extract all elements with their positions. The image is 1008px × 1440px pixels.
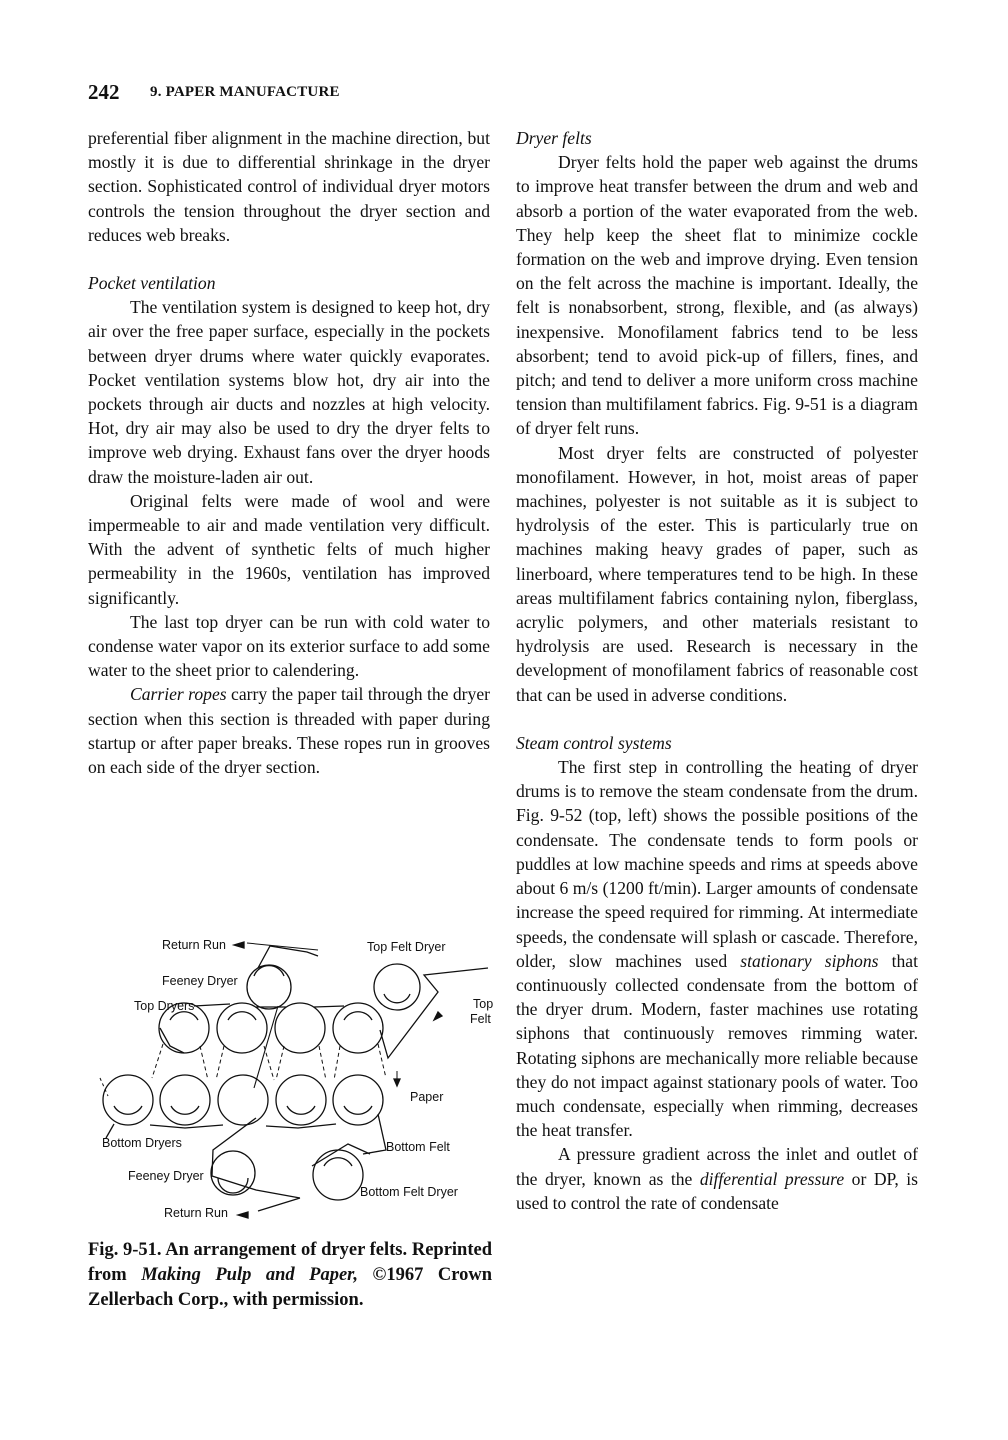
label-feeney-dryer-top: Feeney Dryer	[162, 974, 238, 988]
paragraph: The first step in controlling the heating of dryer drums is to remove the steam condensate from the drum. Fig. 9-52 (top, left) shows the possible positions of the condensate. The condensate tends to form pools or puddles at low machine speeds and rims at speeds above about 6 m/s (1200 ft/min). Larger amounts of condensate increase the speed required for rimming. At intermediate speeds, the condensate will splash or cascade. Therefore, older, slow machines used stationary siphons that continuously collected condensate from the bottom of the dryer drum. Modern, faster machines use rotating siphons that continuously removes rimming water. Rotating siphons are mechanically more reliable because they do not impact against stationary pools of water. Too much condensate, especially when rimming, decreases the heat transfer.	[516, 757, 918, 1141]
label-bottom-felt-dryer: Bottom Felt Dryer	[360, 1185, 458, 1199]
term-stationary-siphons: stationary siphons	[740, 950, 879, 971]
paragraph: Carrier ropes carry the paper tail through the dryer section when this section is threaded with paper during startup or after paper breaks. These ropes run in grooves on each side of the dryer section.	[88, 684, 490, 778]
right-column	[516, 126, 918, 1215]
label-top-felt-line2: Felt	[470, 1012, 491, 1026]
label-bottom-felt: Bottom Felt	[386, 1140, 450, 1154]
bottom-dryer-drum	[160, 1075, 210, 1125]
bottom-dryer-drum	[333, 1075, 383, 1125]
bottom-dryer-drum	[103, 1075, 153, 1125]
feeney-dryer-top-drum	[247, 965, 291, 1009]
label-top-dryers: Top Dryers	[134, 999, 195, 1013]
term-differential-pressure: differential pressure	[699, 1168, 845, 1189]
page-number: 242	[88, 80, 120, 104]
section-heading-dryer-felts: Dryer felts	[516, 128, 592, 148]
top-dryer-drum	[333, 1003, 383, 1053]
label-return-run-top: Return Run	[162, 938, 226, 952]
label-paper: Paper	[410, 1090, 444, 1104]
section-heading-pocket-ventilation: Pocket ventilation	[88, 273, 216, 294]
running-title: 9. PAPER MANUFACTURE	[150, 84, 340, 100]
label-top-felt-line1: Top	[473, 997, 494, 1011]
bottom-dryer-drum	[276, 1075, 326, 1125]
left-column	[88, 126, 490, 779]
paragraph: The last top dryer can be run with cold water to condense water vapor on its exterior surface to add some water to the sheet prior to calendering.	[88, 611, 490, 681]
label-bottom-dryers: Bottom Dryers	[102, 1136, 182, 1150]
top-dryer-drum	[217, 1003, 267, 1053]
label-feeney-dryer-bottom: Feeney Dryer	[128, 1169, 204, 1183]
bottom-dryer-drum	[218, 1075, 268, 1125]
paragraph: The ventilation system is designed to keep hot, dry air over the free paper surface, especially in the pockets between dryer drums where water quickly evaporates. Pocket ventilation systems blow hot, dry air into the pockets through air ducts and nozzles at high velocity. Hot, dry air may also be used to dry the dryer felts to improve web drying. Exhaust fans over the dryer hoods draw the moisture-laden air out.	[88, 297, 490, 487]
paragraph: Most dryer felts are constructed of polyester monofilament. However, in hot, moist areas of paper machines, polyester is not suitable as it is subject to hydrolysis of the ester. This is particularly true on machines making heavy grades of paper, such as linerboard, where temperatures tend to be high. In these areas multifilament fabrics containing nylon, fiberglass, acrylic polymers, and other materials resistant to hydrolysis are used. Research is necessary in the development of monofilament fabrics of reasonable cost that can be used in adverse conditions.	[516, 442, 918, 705]
section-heading-steam-control: Steam control systems	[516, 732, 672, 753]
paragraph: Original felts were made of wool and were impermeable to air and made ventilation very difficult. With the advent of synthetic felts of much higher permeability in the 1960s, ventilation has improved significantly.	[88, 490, 490, 608]
figure-caption: Fig. 9-51. An arrangement of dryer felts. Reprinted from Making Pulp and Paper, ©1967 Crown Zellerbach Corp., with permission.	[88, 1240, 492, 1310]
label-top-felt-dryer: Top Felt Dryer	[367, 940, 446, 954]
dryer-felt-diagram	[88, 928, 498, 1228]
paragraph: Dryer felts hold the paper web against the drums to improve heat transfer between the drum and web and absorb a portion of the water evaporated from the web. They help keep the sheet flat to minimize cockle formation on the web and improve drying. Even tension on the felt across the machine is important. Ideally, the felt is nonabsorbent, strong, flexible, and (as always) inexpensive. Monofilament fabrics tend to be less absorbent; tend to avoid pick-up of fillers, fines, and pitch; and tend to deliver a more uniform cross machine tension than multifilament fabrics. Fig. 9-51 is a diagram of dryer felt runs.	[516, 152, 918, 439]
top-dryer-drum	[275, 1003, 325, 1053]
page-header	[88, 80, 920, 110]
term-carrier-ropes: Carrier ropes	[130, 684, 227, 705]
caption-book-title: Making Pulp and Paper,	[141, 1265, 358, 1285]
dryer-felt-drawing	[88, 928, 498, 1228]
paragraph: A pressure gradient across the inlet and outlet of the dryer, known as the differential pressure or DP, is used to control the rate of condensate	[516, 1144, 918, 1213]
label-return-run-bottom: Return Run	[164, 1206, 228, 1220]
feeney-dryer-bottom-drum	[211, 1151, 255, 1195]
paragraph: preferential fiber alignment in the machine direction, but mostly it is due to differential shrinkage in the dryer section. Sophisticated control of individual dryer motors controls the tension throughout the dryer section and reduces web breaks.	[88, 128, 490, 245]
